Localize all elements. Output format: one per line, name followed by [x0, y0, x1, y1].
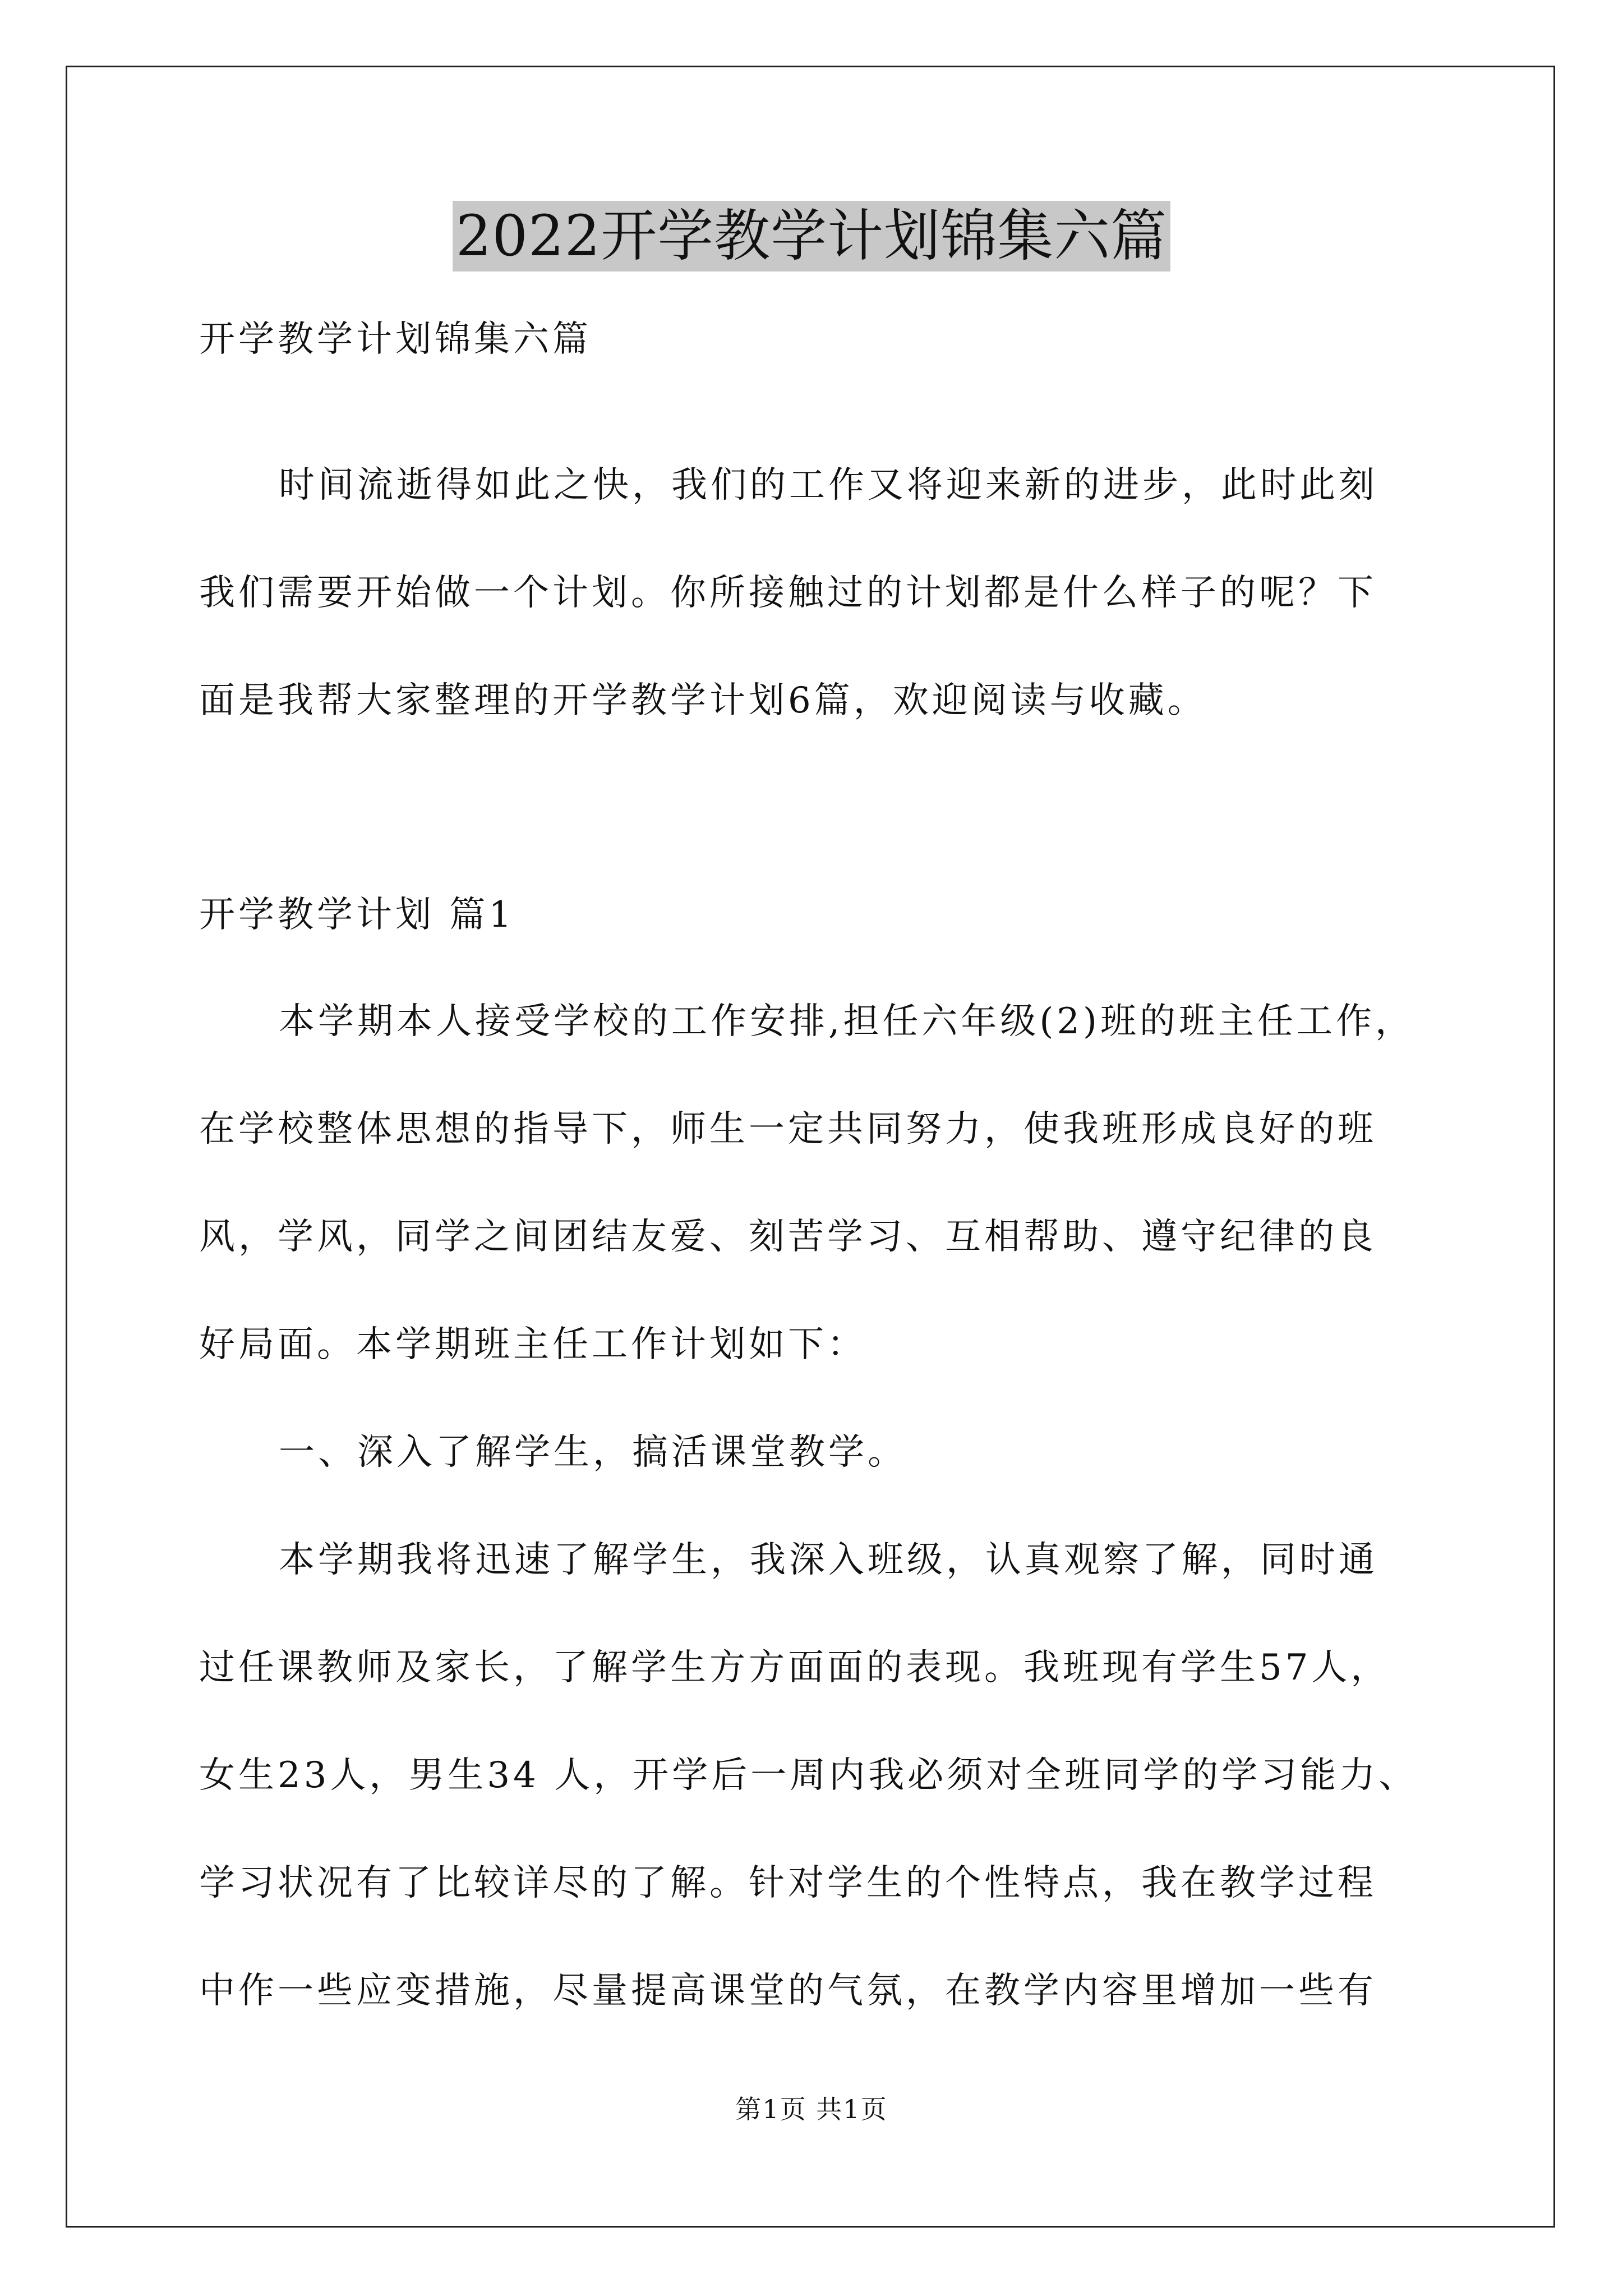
paragraph-line: 过任课教师及家长，了解学生方方面面的表现。我班现有学生57人，: [199, 1647, 1390, 1688]
intro-line: 面是我帮大家整理的开学教学计划6篇，欢迎阅读与收藏。: [199, 680, 1207, 721]
paragraph-line: 学习状况有了比较详尽的了解。针对学生的个性特点，我在教学过程: [199, 1862, 1377, 1904]
intro-line: 我们需要开始做一个计划。你所接触过的计划都是什么样子的呢？下: [199, 572, 1377, 614]
page-footer: 第1页 共1页: [735, 2094, 888, 2124]
paragraph-line: 女生23人，男生34 人，开学后一周内我必须对全班同学的学习能力、: [199, 1755, 1418, 1796]
point-heading: 一、深入了解学生，搞活课堂教学。: [279, 1432, 907, 1473]
paragraph-line: 本学期我将迅速了解学生，我深入班级，认真观察了解，同时通: [279, 1539, 1378, 1581]
subtitle: 开学教学计划锦集六篇: [199, 319, 592, 360]
document-title: 2022开学教学计划锦集六篇: [453, 201, 1171, 272]
title-container: [0, 201, 1623, 272]
paragraph-line: 中作一些应变措施，尽量提高课堂的气氛，在教学内容里增加一些有: [199, 1970, 1377, 2012]
section-heading: 开学教学计划 篇1: [199, 894, 515, 936]
paragraph-line: 在学校整体思想的指导下，师生一定共同努力，使我班形成良好的班: [199, 1108, 1377, 1150]
intro-line: 时间流逝得如此之快，我们的工作又将迎来新的进步，此时此刻: [279, 464, 1378, 506]
paragraph-line: 本学期本人接受学校的工作安排,担任六年级(2)班的班主任工作，: [279, 1001, 1414, 1042]
paragraph-line: 好局面。本学期班主任工作计划如下：: [199, 1324, 866, 1365]
paragraph-line: 风，学风，同学之间团结友爱、刻苦学习、互相帮助、遵守纪律的良: [199, 1216, 1377, 1258]
